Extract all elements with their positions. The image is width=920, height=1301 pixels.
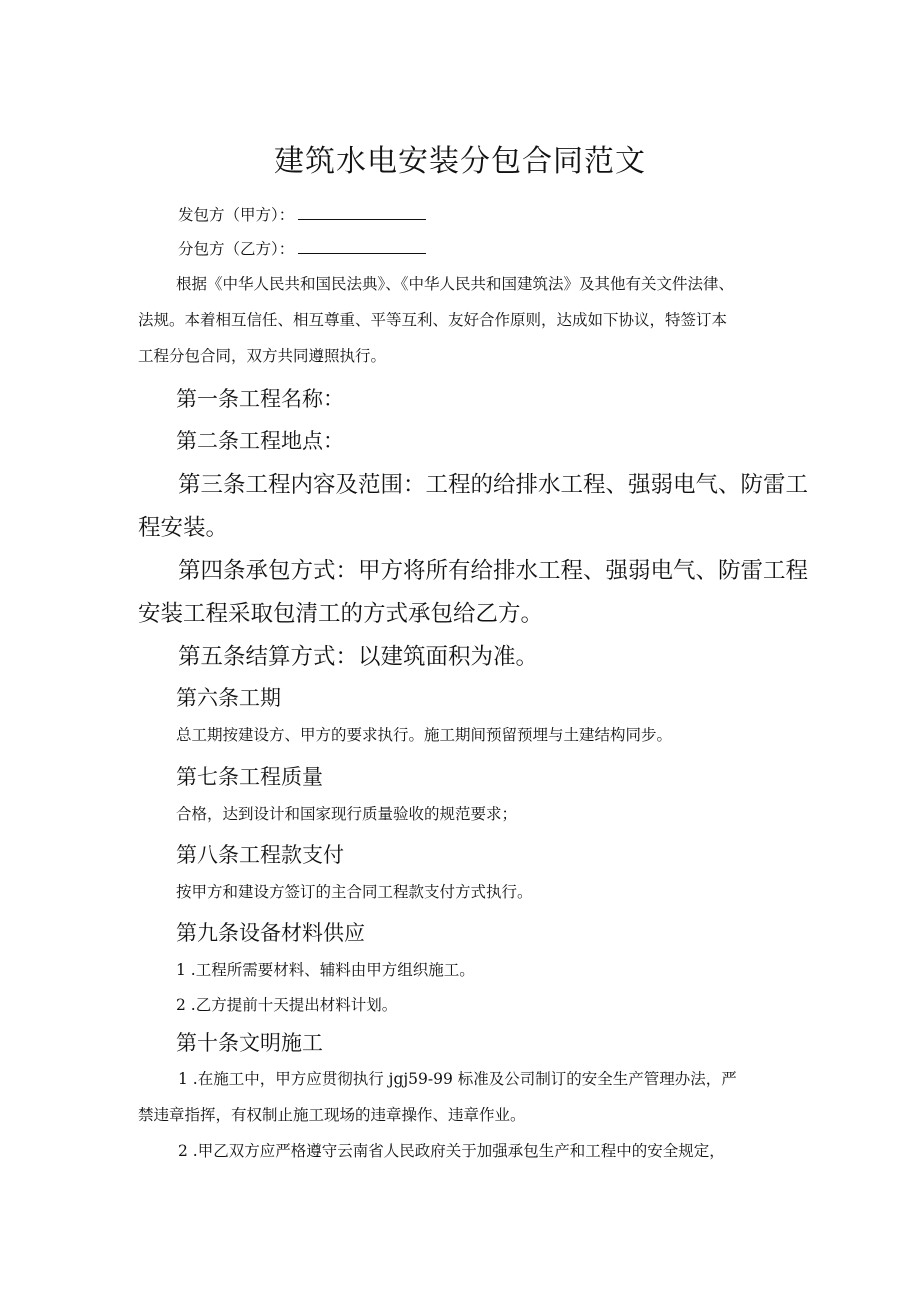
document-title: 建筑水电安装分包合同范文 bbox=[274, 144, 646, 179]
article-3-line-2: 程安装。 bbox=[138, 515, 229, 541]
preamble-line-2: 法规。本着相互信任、相互尊重、平等互利、友好合作原则，达成如下协议，特签订本 bbox=[138, 311, 728, 329]
article-8-body: 按甲方和建设方签订的主合同工程款支付方式执行。 bbox=[176, 883, 533, 901]
article-7-heading: 第七条工程质量 bbox=[176, 765, 323, 789]
preamble-line-3: 工程分包合同，双方共同遵照执行。 bbox=[138, 347, 387, 365]
party-a-label: 发包方（甲方）： bbox=[178, 206, 295, 224]
party-b-blank bbox=[298, 239, 426, 254]
party-b-line bbox=[178, 237, 426, 259]
article-1: 第一条工程名称： bbox=[176, 387, 344, 411]
article-6-body: 总工期按建设方、甲方的要求执行。施工期间预留预埋与土建结构同步。 bbox=[176, 726, 673, 744]
article-10-item-1-line-2: 禁违章指挥，有权制止施工现场的违章操作、违章作业。 bbox=[138, 1106, 526, 1124]
article-4-line-1: 第四条承包方式：甲方将所有给排水工程、强弱电气、防雷工程 bbox=[178, 558, 809, 584]
article-8-heading: 第八条工程款支付 bbox=[176, 843, 344, 867]
article-9-item-1: 1 .工程所需要材料、辅料由甲方组织施工。 bbox=[176, 961, 475, 979]
party-b-label: 分包方（乙方）： bbox=[178, 240, 295, 258]
article-10-heading: 第十条文明施工 bbox=[176, 1031, 323, 1055]
party-a-blank bbox=[298, 205, 426, 220]
party-a-line bbox=[178, 203, 426, 225]
article-9-item-2: 2 .乙方提前十天提出材料计划。 bbox=[176, 996, 398, 1014]
article-3-line-1: 第三条工程内容及范围：工程的给排水工程、强弱电气、防雷工 bbox=[178, 472, 809, 498]
article-4-line-2: 安装工程采取包清工的方式承包给乙方。 bbox=[138, 601, 544, 627]
article-10-item-1-line-1: 1 .在施工中，甲方应贯彻执行 jgj59-99 标准及公司制订的安全生产管理办法，严 bbox=[178, 1070, 737, 1088]
article-9-heading: 第九条设备材料供应 bbox=[176, 921, 365, 945]
preamble-line-1: 根据《中华人民共和国民法典》、《中华人民共和国建筑法》及其他有关文件法律、 bbox=[176, 275, 735, 293]
article-10-item-2-line-1: 2 .甲乙双方应严格遵守云南省人民政府关于加强承包生产和工程中的安全规定， bbox=[178, 1142, 725, 1160]
article-2: 第二条工程地点： bbox=[176, 429, 344, 453]
article-5: 第五条结算方式：以建筑面积为准。 bbox=[178, 644, 539, 670]
article-6-heading: 第六条工期 bbox=[176, 686, 281, 710]
article-7-body: 合格，达到设计和国家现行质量验收的规范要求； bbox=[176, 805, 518, 823]
